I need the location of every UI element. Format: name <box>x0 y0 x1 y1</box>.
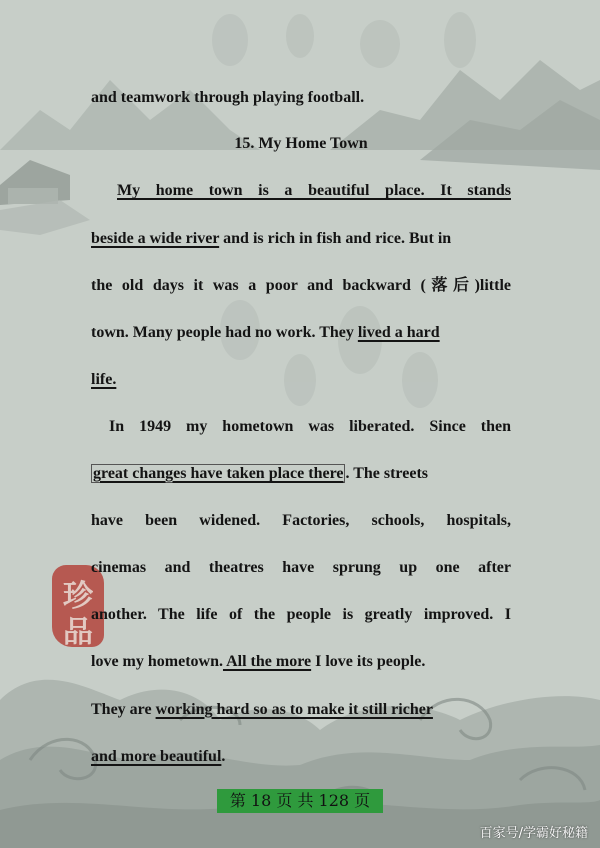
p1-l4-underlined: lived a hard <box>357 324 440 341</box>
p2-line-8 <box>91 745 511 769</box>
p2-l6-underlined: All the more <box>222 653 312 670</box>
p2-line-7 <box>91 698 511 722</box>
p2-l2-boxed: great changes have taken place there <box>93 465 344 482</box>
p1-line-5 <box>91 368 511 392</box>
section-title: 15. My Home Town <box>234 135 368 152</box>
p1-l1-underlined: My home town is a beautiful place. It stands <box>117 182 511 199</box>
p2-l1-text: In 1949 my hometown was liberated. Since then <box>109 418 511 435</box>
p1-l2-rest: and is rich in fish and rice. But in <box>219 230 452 247</box>
p2-line-4: cinemas and theatres have sprung up one after <box>91 559 511 576</box>
p2-line-6 <box>91 650 511 674</box>
p1-line-2 <box>91 227 511 251</box>
p2-line-2 <box>91 462 511 486</box>
p1-l2-underlined: beside a wide river <box>91 230 220 247</box>
p2-l6-start: love my hometown. <box>91 653 223 670</box>
page-number-label: 第 18 页 共 128 页 <box>217 789 383 813</box>
p1-line-4 <box>91 321 511 345</box>
p1-l5-underlined: life. <box>91 371 117 388</box>
source-watermark: 百家号/学霸好秘籍 <box>479 826 588 841</box>
p2-l2-rest: . The streets <box>345 465 428 482</box>
p2-l7-start: They are <box>91 701 156 718</box>
p1-line-1 <box>91 179 511 203</box>
p1-line-3: the old days it was a poor and backward (落后)little <box>91 277 511 294</box>
p2-line-1 <box>91 415 511 439</box>
stamp-char-1: 珍 <box>63 579 93 614</box>
p2-line-5: another. The life of the people is greatly improved. I <box>91 606 511 623</box>
p2-line-3: have been widened. Factories, schools, hospitals, <box>91 512 511 529</box>
lead-line: and teamwork through playing football. <box>91 89 365 106</box>
p2-l6-rest: I love its people. <box>311 653 426 670</box>
p2-l8-underlined: and more beautiful <box>91 748 222 765</box>
stamp-char-2: 品 <box>63 615 93 650</box>
p1-l4-start: town. Many people had no work. They <box>91 324 358 341</box>
p2-l8-rest: . <box>221 748 226 765</box>
p2-l7-underlined: working hard so as to make it still richer <box>155 701 433 718</box>
